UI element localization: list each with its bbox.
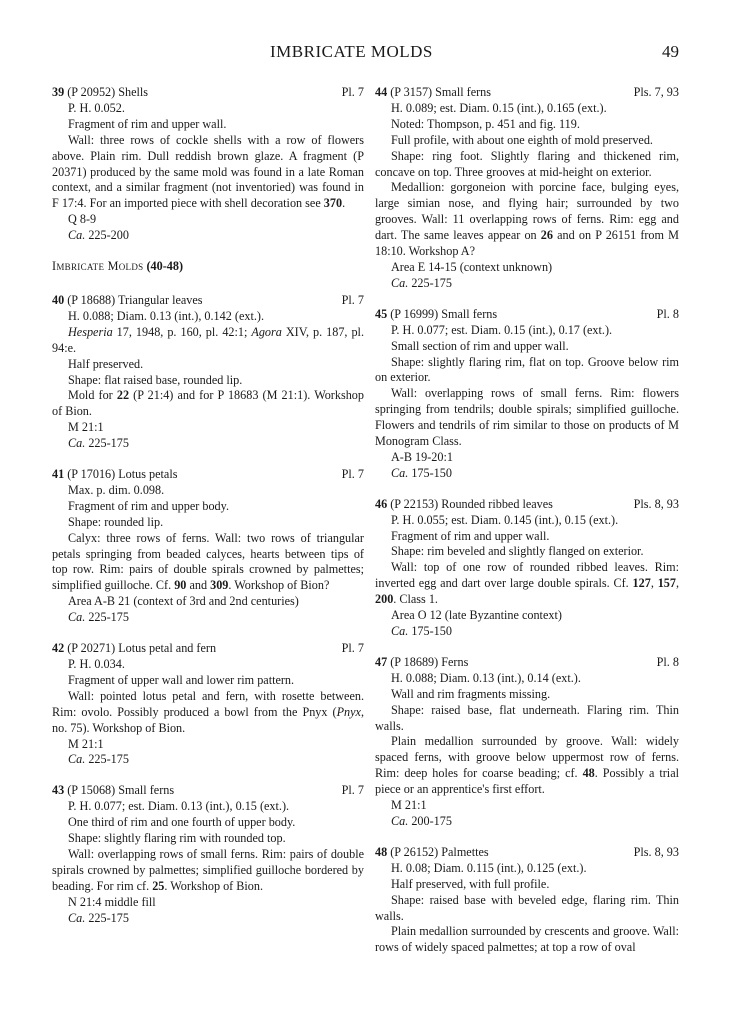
plate-reference: Pl. 8 <box>656 306 679 321</box>
date: Ca. 225-175 <box>68 910 129 925</box>
dimensions: Max. p. dim. 0.098. <box>68 482 165 497</box>
catalog-entry-44 <box>375 85 679 292</box>
catalog-entry-43 <box>52 783 364 926</box>
entry-title: (P 18688) Triangular leaves <box>67 292 203 307</box>
catalog-entry-46 <box>375 497 679 640</box>
catalog-entry-45 <box>375 307 679 482</box>
right-column <box>375 85 679 971</box>
preservation: Fragment of rim and upper wall. <box>68 116 227 131</box>
entry-number: 48 <box>375 844 388 859</box>
cross-reference: 309 <box>210 578 229 593</box>
plate-reference: Pl. 7 <box>341 641 364 656</box>
description: Wall: overlapping rows of small ferns. Rim: pairs of double spirals crowned by palmettes; simplified guilloche bordered by beading. For rim cf. 25. Workshop of Bion. <box>52 846 364 893</box>
date: Ca. 225-200 <box>68 228 129 243</box>
dimensions: P. H. 0.034. <box>68 657 125 671</box>
entry-number: 41 <box>52 467 65 482</box>
catalog-entry-48 <box>375 845 679 956</box>
cross-reference: 127 <box>632 576 651 591</box>
entry-heading <box>375 497 679 513</box>
plate-reference: Pl. 7 <box>341 292 364 307</box>
shape: Shape: flat raised base, rounded lip. <box>68 372 243 387</box>
plate-reference: Pl. 8 <box>656 654 679 669</box>
description: Mold for 22 (P 21:4) and for P 18683 (M 21:1). Workshop of Bion. <box>52 388 364 419</box>
date: Ca. 200-175 <box>391 813 452 828</box>
shape: Shape: rounded lip. <box>68 514 164 529</box>
deposit: Area A-B 21 (context of 3rd and 2nd centuries) <box>68 594 299 609</box>
preservation: Fragment of rim and upper wall. <box>391 528 550 543</box>
plate-reference: Pl. 7 <box>341 467 364 482</box>
dimensions: H. 0.088; Diam. 0.13 (int.), 0.14 (ext.). <box>391 670 581 685</box>
cross-reference: 370 <box>323 196 343 211</box>
entry-heading <box>52 85 364 101</box>
bibliography: Noted: Thompson, p. 451 and fig. 119. <box>391 116 580 131</box>
description: Calyx: three rows of ferns. Wall: two rows of triangular petals springing from beaded calyces, hearts between tips of top row. Rim: pairs of double spirals crowned by palmettes; simplified guilloche. Cf. 90 and 309. Workshop of Bion? <box>52 530 364 593</box>
left-column <box>52 85 364 942</box>
entry-heading <box>375 307 679 323</box>
description: Plain medallion surrounded by groove. Wall: widely spaced ferns, with groove below uppermost row of ferns. Rim: deep holes for coarse beading; cf. 48. Possibly a trial piece or an apprentice's first effort. <box>375 734 679 797</box>
cross-reference: 157 <box>657 576 676 591</box>
cross-reference: 22 <box>116 388 130 403</box>
entry-title: (P 3157) Small ferns <box>390 85 491 99</box>
entry-heading <box>52 783 364 799</box>
plate-reference: Pls. 7, 93 <box>633 85 679 99</box>
shape: Shape: slightly flaring rim, flat on top. Groove below rim on exterior. <box>375 354 679 385</box>
preservation: Half preserved, with full profile. <box>391 876 550 891</box>
entry-title: (P 15068) Small ferns <box>67 783 175 798</box>
page-number: 49 <box>662 42 679 61</box>
entry-heading <box>375 85 679 101</box>
plate-reference: Pl. 7 <box>341 85 364 99</box>
deposit: Area E 14-15 (context unknown) <box>391 259 553 274</box>
date: Ca. 225-175 <box>391 275 452 290</box>
entry-number: 39 <box>52 85 65 99</box>
dimensions: P. H. 0.077; est. Diam. 0.15 (int.), 0.17 (ext.). <box>391 322 613 337</box>
entry-number: 43 <box>52 783 65 798</box>
dimensions: P. H. 0.055; est. Diam. 0.145 (int.), 0.15 (ext.). <box>391 512 619 527</box>
description: Plain medallion surrounded by crescents and groove. Wall: rows of widely spaced palmettes; at top a row of oval <box>375 924 679 955</box>
cross-reference: 48 <box>582 766 595 781</box>
entry-heading <box>52 641 364 657</box>
dimensions: P. H. 0.077; est. Diam. 0.13 (int.), 0.15 (ext.). <box>68 799 290 814</box>
section-range: (40-48) <box>146 259 184 274</box>
entry-heading <box>375 655 679 671</box>
date: Ca. 225-175 <box>68 610 129 625</box>
deposit: A-B 19-20:1 <box>391 449 453 464</box>
entry-title: (P 18689) Ferns <box>390 654 469 669</box>
entry-title: (P 17016) Lotus petals <box>67 467 178 482</box>
preservation: Full profile, with about one eighth of mold preserved. <box>391 132 653 147</box>
entry-heading <box>375 845 679 861</box>
dimensions: H. 0.089; est. Diam. 0.15 (int.), 0.165 (ext.). <box>391 100 607 115</box>
preservation: Fragment of rim and upper body. <box>68 498 229 513</box>
shape: Shape: raised base, flat underneath. Flaring rim. Thin walls. <box>375 702 679 733</box>
bibliography: Hesperia 17, 1948, p. 160, pl. 42:1; Agora XIV, p. 187, pl. 94:e. <box>52 324 364 355</box>
preservation: Half preserved. <box>68 356 144 371</box>
preservation: One third of rim and one fourth of upper body. <box>68 815 296 830</box>
shape: Shape: rim beveled and slightly flanged on exterior. <box>391 544 644 559</box>
preservation: Wall and rim fragments missing. <box>391 686 551 701</box>
preservation: Fragment of upper wall and lower rim pattern. <box>68 672 295 687</box>
plate-reference: Pls. 8, 93 <box>633 844 679 859</box>
entry-number: 45 <box>375 306 388 321</box>
description: Wall: top of one row of rounded ribbed leaves. Rim: inverted egg and dart over large double spirals. Cf. 127, 157, 200. Class 1. <box>375 560 680 607</box>
description: Wall: pointed lotus petal and fern, with rosette between. Rim: ovolo. Possibly produced a bowl from the Pnyx (Pnyx, no. 75). Workshop of Bion. <box>52 688 364 735</box>
date: Ca. 225-175 <box>68 436 129 451</box>
entry-title: (P 16999) Small ferns <box>390 306 498 321</box>
section-label: Imbricate Molds <box>52 259 144 274</box>
cross-reference: 26 <box>540 228 553 243</box>
catalog-entry-40 <box>52 293 364 452</box>
plate-reference: Pl. 7 <box>341 783 364 798</box>
date: Ca. 175-150 <box>391 465 452 480</box>
deposit: M 21:1 <box>68 736 104 751</box>
entry-title: (P 26152) Palmettes <box>390 844 489 859</box>
plate-reference: Pls. 8, 93 <box>633 496 679 511</box>
shape: Shape: raised base with beveled edge, flaring rim. Thin walls. <box>375 892 679 923</box>
entry-title: (P 20271) Lotus petal and fern <box>67 641 217 656</box>
description: Wall: three rows of cockle shells with a row of flowers above. Plain rim. Dull reddish brown glaze. A fragment (P 20371) produced by the same mold was found in a late Roman context, and a similar fragment (not inventoried) was found in F 17:4. For an imported piece with shell decoration see 370. <box>52 132 364 211</box>
preservation: Small section of rim and upper wall. <box>391 338 569 353</box>
entry-heading <box>52 293 364 309</box>
deposit: N 21:4 middle fill <box>68 894 156 909</box>
description: Medallion: gorgoneion with porcine face, bulging eyes, large simian nose, and flying hair; surrounded by two grooves. Wall: 11 overlapping rows of ferns. Rim: egg and dart. The same leaves appear on 26 and on P 26151 from M 18:10. Workshop A? <box>375 180 679 259</box>
catalog-entry-42 <box>52 641 364 768</box>
running-title: IMBRICATE MOLDS <box>270 42 433 61</box>
entry-title: (P 20952) Shells <box>67 85 149 99</box>
catalog-entry-41 <box>52 467 364 626</box>
date: Ca. 225-175 <box>68 752 129 767</box>
entry-number: 46 <box>375 496 388 511</box>
entry-heading <box>52 467 364 483</box>
entry-number: 47 <box>375 654 388 669</box>
entry-number: 44 <box>375 85 388 99</box>
cross-reference: 25 <box>152 878 165 893</box>
deposit: Q 8-9 <box>68 212 97 227</box>
description: Wall: overlapping rows of small ferns. Rim: flowers springing from tendrils; double spirals; simplified guilloche. Flowers and tendrils of rim similar to those on products of M Monogram Class. <box>375 386 679 449</box>
entry-number: 42 <box>52 641 65 656</box>
dimensions: P. H. 0.052. <box>68 100 125 115</box>
dimensions: H. 0.088; Diam. 0.13 (int.), 0.142 (ext.). <box>68 308 264 323</box>
deposit: M 21:1 <box>68 420 104 435</box>
cross-reference: 90 <box>174 578 187 593</box>
dimensions: H. 0.08; Diam. 0.115 (int.), 0.125 (ext.). <box>391 860 587 875</box>
date: Ca. 175-150 <box>391 624 452 638</box>
catalog-entry-39 <box>52 85 364 244</box>
shape: Shape: ring foot. Slightly flaring and thickened rim, concave on top. Three grooves at mid-height on exterior. <box>375 148 679 179</box>
shape: Shape: slightly flaring rim with rounded top. <box>68 831 286 846</box>
entry-title: (P 22153) Rounded ribbed leaves <box>390 496 553 511</box>
cross-reference: 200 <box>375 592 394 607</box>
section-heading <box>52 259 364 275</box>
entry-number: 40 <box>52 292 65 307</box>
deposit: Area O 12 (late Byzantine context) <box>391 608 562 623</box>
catalog-entry-47 <box>375 655 679 830</box>
deposit: M 21:1 <box>391 798 427 813</box>
